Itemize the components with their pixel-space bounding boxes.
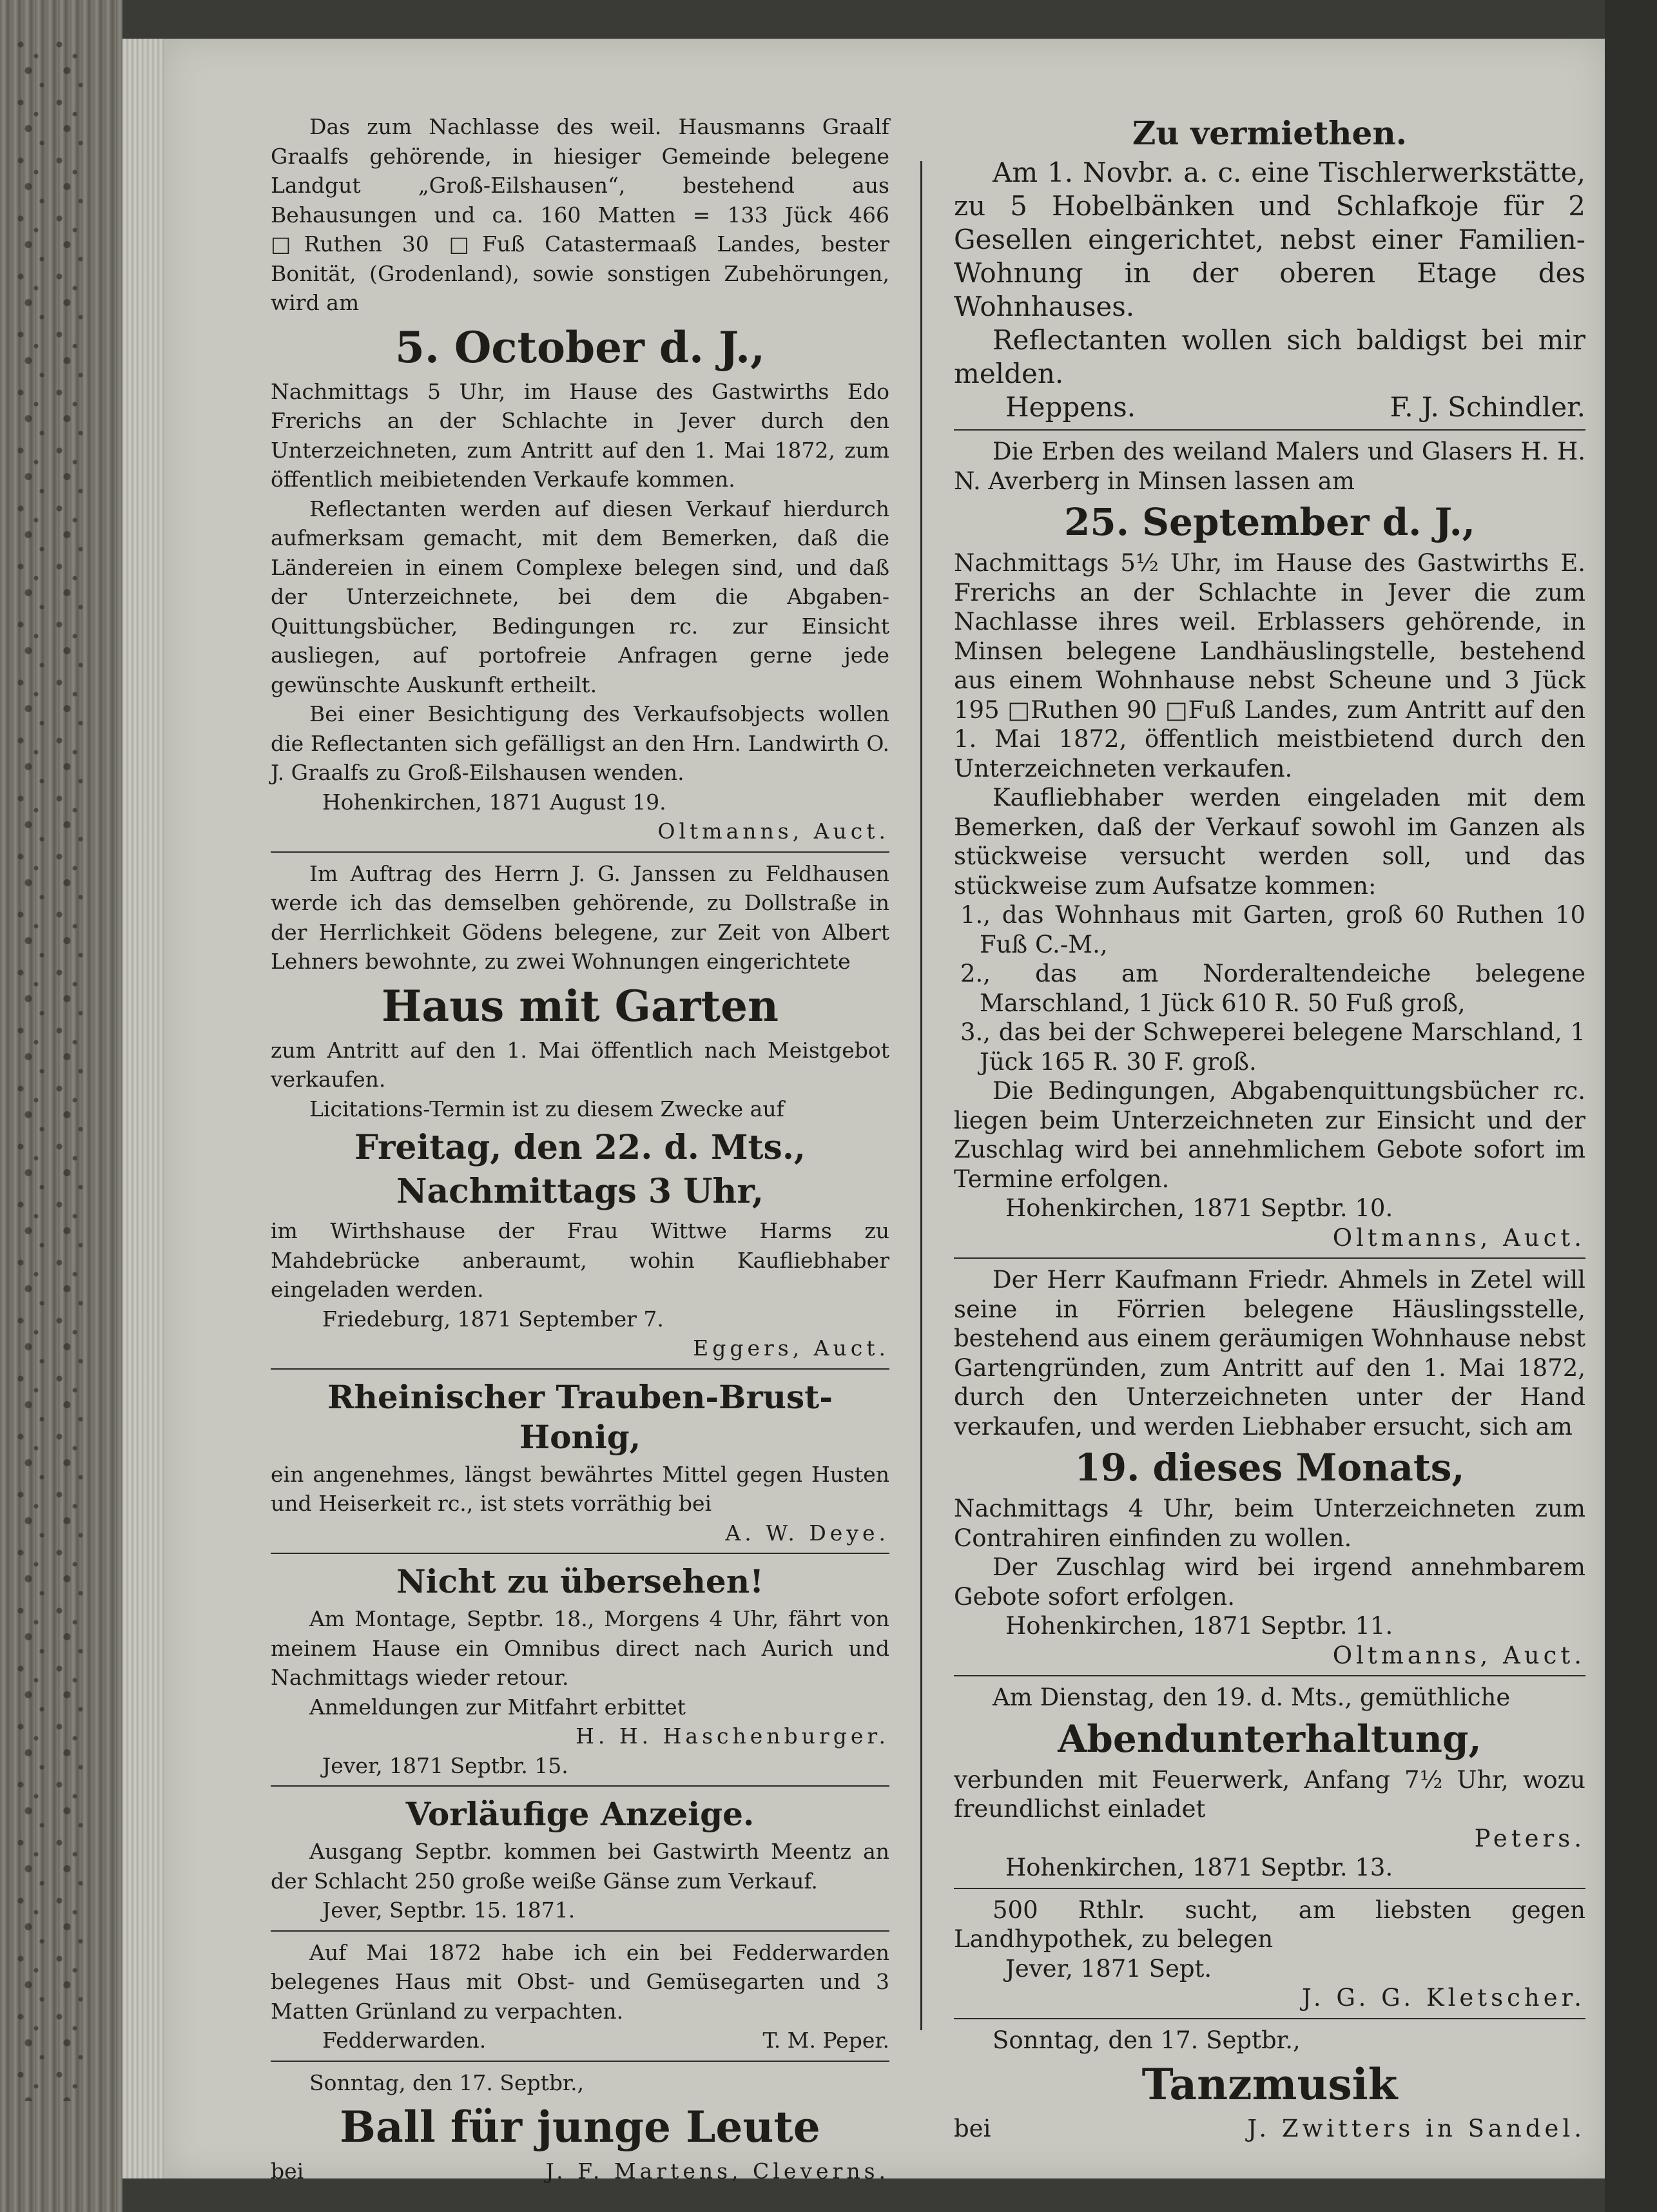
- ad-body: Sonntag, den 17. Septbr.,: [309, 2070, 585, 2095]
- ad-body: Am 1. Novbr. a. c. eine Tischlerwerkstätte, zu 5 Hobelbänken und Schlafkoje für 2 Gesellen eingerichtet, nebst einer Familien-Wohnung in der oberen Etage des Wohnhauses.: [954, 157, 1585, 322]
- ad-signature: J. Zwitters in Sandel.: [1247, 2115, 1585, 2142]
- ad-body: Im Auftrag des Herrn J. G. Janssen zu Feldhausen werde ich das demselben gehörende, zu Dollstraße in der Herrlichkeit Gödens belegene, zur Zeit von Albert Lehners bewohnte, zu zwei Wohnungen eingerichtete: [271, 860, 889, 974]
- ad-headline: Haus mit Garten: [382, 980, 779, 1031]
- ad-headline: Zu vermiethen.: [1132, 114, 1408, 152]
- ad-body: im Wirthshause der Frau Wittwe Harms zu Mahdebrücke anberaumt, wohin Kaufliebhaber eingeladen werden.: [271, 1218, 889, 1302]
- column-divider: [920, 161, 922, 2030]
- ad-signature: H. H. Haschenburger.: [576, 1723, 889, 1749]
- ad-headline: Vorläufige Anzeige.: [405, 1795, 755, 1833]
- ad-signature: F. J. Schindler.: [1390, 391, 1585, 423]
- list-item: 1., das Wohnhaus mit Garten, groß 60 Ruthen 10 Fuß C.-M.,: [960, 901, 1585, 958]
- ad-signature: Peters.: [1474, 1824, 1585, 1852]
- ad-brust-honig: [271, 1373, 889, 1555]
- ad-headline: Rheinischer Trauben-Brust-Honig,: [327, 1377, 833, 1456]
- ad-abendunterhaltung: [954, 1680, 1585, 1889]
- ad-body: Bei einer Besichtigung des Verkaufsobjects wollen die Reflectanten sich gefälligst an den Hrn. Landwirth O. J. Graalfs zu Groß-Eilshausen wenden.: [271, 701, 889, 785]
- ad-footer: [954, 391, 1585, 424]
- book-edge: [0, 0, 122, 2212]
- ad-body: ein angenehmes, längst bewährtes Mittel gegen Husten und Heiserkeit rc., ist stets vorräthig bei: [271, 1461, 889, 1516]
- ad-place: Friedeburg, 1871 September 7.: [322, 1306, 664, 1332]
- list-item: 2., das am Norderaltendeiche belegene Marschland, 1 Jück 610 R. 50 Fuß groß,: [960, 960, 1585, 1017]
- ad-body: Der Herr Kaufmann Friedr. Ahmels in Zetel will seine in Förrien belegene Häuslingsstelle, bestehend aus einem geräumigen Wohnhause nebst Gartengründen, zum Antritt auf den 1. Mai 1872, durch den Unterzeichneten unter der Hand verkaufen, und werden Liebhaber ersucht, sich am: [954, 1266, 1585, 1441]
- ad-hypothek: [954, 1893, 1585, 2019]
- ad-bei: bei: [954, 2115, 991, 2142]
- ad-date: Freitag, den 22. d. Mts.,: [354, 1128, 806, 1167]
- ad-body: Am Montage, Septbr. 18., Morgens 4 Uhr, fährt von meinem Hause ein Omnibus direct nach Aurich und Nachmittags wieder retour.: [271, 1606, 889, 1690]
- ad-place: Hohenkirchen, 1871 Septbr. 11.: [1005, 1612, 1393, 1640]
- ad-place: Jever, Septbr. 15. 1871.: [322, 1897, 576, 1923]
- ad-place: Heppens.: [1005, 391, 1136, 423]
- ad-zu-vermiethen: [954, 110, 1585, 431]
- ad-footer: [954, 2114, 1585, 2144]
- ad-body: Der Zuschlag wird bei irgend annehmbarem Gebote sofort erfolgen.: [954, 1553, 1585, 1611]
- right-column: [954, 110, 1585, 2153]
- ad-date: 19. dieses Monats,: [1074, 1446, 1465, 1489]
- ad-body: Sonntag, den 17. Septbr.,: [993, 2026, 1301, 2054]
- scan-border: [1605, 0, 1657, 2212]
- ad-body: 500 Rthlr. sucht, am liebsten gegen Landhypothek, zu belegen: [954, 1896, 1585, 1953]
- ad-body: Das zum Nachlasse des weil. Hausmanns Graalf Graalfs gehörende, in hiesiger Gemeinde belegene Landgut „Groß-Eilshausen“, bestehend aus Behausungen und ca. 160 Matten = 133 Jück 466 □Ruthen 30 □Fuß Catastermaaß Landes, bester Bonität, (Grodenland), sowie sonstigen Zubehörungen, wird am: [271, 114, 889, 315]
- ad-footer: [271, 2026, 889, 2055]
- ad-headline: Nicht zu übersehen!: [396, 1562, 764, 1600]
- ad-signature: Oltmanns, Auct.: [1332, 1641, 1585, 1669]
- ad-body: Reflectanten werden auf diesen Verkauf hierdurch aufmerksam gemacht, mit dem Bemerken, daß die Ländereien in einem Complexe belegen sind, und daß der Unterzeichnete, bei dem die Abgaben-Quittungsbücher, Bedingungen rc. zur Einsicht ausliegen, auf portofreie Anfragen gerne jede gewünschte Auskunft ertheilt.: [271, 496, 889, 697]
- ad-body: Die Bedingungen, Abgabenquittungsbücher rc. liegen beim Unterzeichneten zur Einsicht und der Zuschlag wird bei annehmlichem Gebote sofort im Termine erfolgen.: [954, 1077, 1585, 1193]
- ad-place: Fedderwarden.: [322, 2028, 487, 2053]
- ad-place: Hohenkirchen, 1871 Septbr. 10.: [1005, 1194, 1393, 1222]
- ad-body: Kaufliebhaber werden eingeladen mit dem Bemerken, daß der Verkauf sowohl im Ganzen als stückweise versucht werden soll, und das stückweise zum Aufsatze kommen:: [954, 784, 1585, 900]
- ad-place: Jever, 1871 Sept.: [1005, 1954, 1212, 1983]
- ad-signature: Oltmanns, Auct.: [1332, 1223, 1585, 1252]
- ad-bei: bei: [271, 2159, 304, 2184]
- ad-body: Nachmittags 5½ Uhr, im Hause des Gastwirths E. Frerichs an der Schlachte in Jever die zum Nachlasse ihres weil. Erblassers gehörende, in Minsen belegene Landhäuslingstelle, bestehend aus einem Wohnhause nebst Scheune und 3 Jück 195 □Ruthen 90 □Fuß Landes, zum Antritt auf den 1. Mai 1872, öffentlich meistbietend durch den Unterzeichneten verkaufen.: [954, 549, 1585, 782]
- ad-headline: Abendunterhaltung,: [1058, 1716, 1482, 1761]
- ad-signature: T. M. Peper.: [762, 2028, 889, 2053]
- ad-tanzmusik: [954, 2023, 1585, 2149]
- ad-headline: Tanzmusik: [1141, 2059, 1398, 2110]
- edge-texture: [13, 39, 90, 2101]
- left-column: [271, 110, 889, 2195]
- ad-signature: A. W. Deye.: [725, 1520, 889, 1546]
- ad-omnibus: [271, 1558, 889, 1787]
- ad-signature: Oltmanns, Auct.: [657, 819, 889, 844]
- ad-body: Ausgang Septbr. kommen bei Gastwirth Meentz an der Schlacht 250 große weiße Gänse zum Verkauf.: [271, 1839, 889, 1894]
- ad-signature: J. F. Martens, Cleverns.: [545, 2159, 889, 2184]
- ad-ball: [271, 2066, 889, 2191]
- ad-body: verbunden mit Feuerwerk, Anfang 7½ Uhr, wozu freundlichst einladet: [954, 1765, 1585, 1823]
- ad-gaense: [271, 1790, 889, 1932]
- ad-signature: Eggers, Auct.: [693, 1335, 889, 1361]
- list-item: 3., das bei der Schweperei belegene Marschland, 1 Jück 165 R. 30 F. groß.: [960, 1018, 1585, 1076]
- ad-verpachten: [271, 1936, 889, 2062]
- ad-signature: J. G. G. Kletscher.: [1301, 1984, 1585, 2012]
- page-stack-edge: [122, 39, 168, 2178]
- ad-landhaeuslingstelle: [954, 434, 1585, 1259]
- ad-body: Auf Mai 1872 habe ich ein bei Fedderwarden belegenes Haus mit Obst- und Gemüsegarten und 3 Matten Grünland zu verpachten.: [271, 1939, 889, 2024]
- ad-body: Nachmittags 5 Uhr, im Hause des Gastwirths Edo Frerichs an der Schlachte in Jever durch den Unterzeichneten, zum Antritt auf den 1. Mai 1872, zum öffentlich meibietenden Verkaufe kommen.: [271, 378, 889, 492]
- ad-place: Hohenkirchen, 1871 August 19.: [322, 789, 666, 815]
- ad-date: 25. September d. J.,: [1064, 500, 1475, 544]
- ad-time: Nachmittags 3 Uhr,: [396, 1172, 764, 1211]
- ad-body: zum Antritt auf den 1. Mai öffentlich nach Meistgebot verkaufen.: [271, 1037, 889, 1092]
- ad-landgut: [271, 110, 889, 853]
- ad-body: Nachmittags 4 Uhr, beim Unterzeichneten zum Contrahiren einfinden zu wollen.: [954, 1495, 1585, 1552]
- ad-haus-mit-garten: [271, 857, 889, 1370]
- ad-body: Die Erben des weiland Malers und Glasers H. H. N. Averberg in Minsen lassen am: [954, 438, 1585, 495]
- ad-headline: Ball für junge Leute: [340, 2102, 820, 2152]
- ad-body: Anmeldungen zur Mitfahrt erbittet: [309, 1694, 686, 1720]
- ad-body: Licitations-Termin ist zu diesem Zwecke auf: [309, 1096, 784, 1121]
- ad-haeuslingsstelle: [954, 1263, 1585, 1676]
- ad-footer: [271, 2157, 889, 2186]
- ad-place: Hohenkirchen, 1871 Septbr. 13.: [1005, 1854, 1393, 1881]
- ad-place: Jever, 1871 Septbr. 15.: [322, 1752, 568, 1778]
- ad-date: 5. October d. J.,: [394, 322, 766, 373]
- ad-body: Am Dienstag, den 19. d. Mts., gemüthliche: [993, 1683, 1511, 1711]
- ad-body: Reflectanten wollen sich baldigst bei mir melden.: [954, 324, 1585, 389]
